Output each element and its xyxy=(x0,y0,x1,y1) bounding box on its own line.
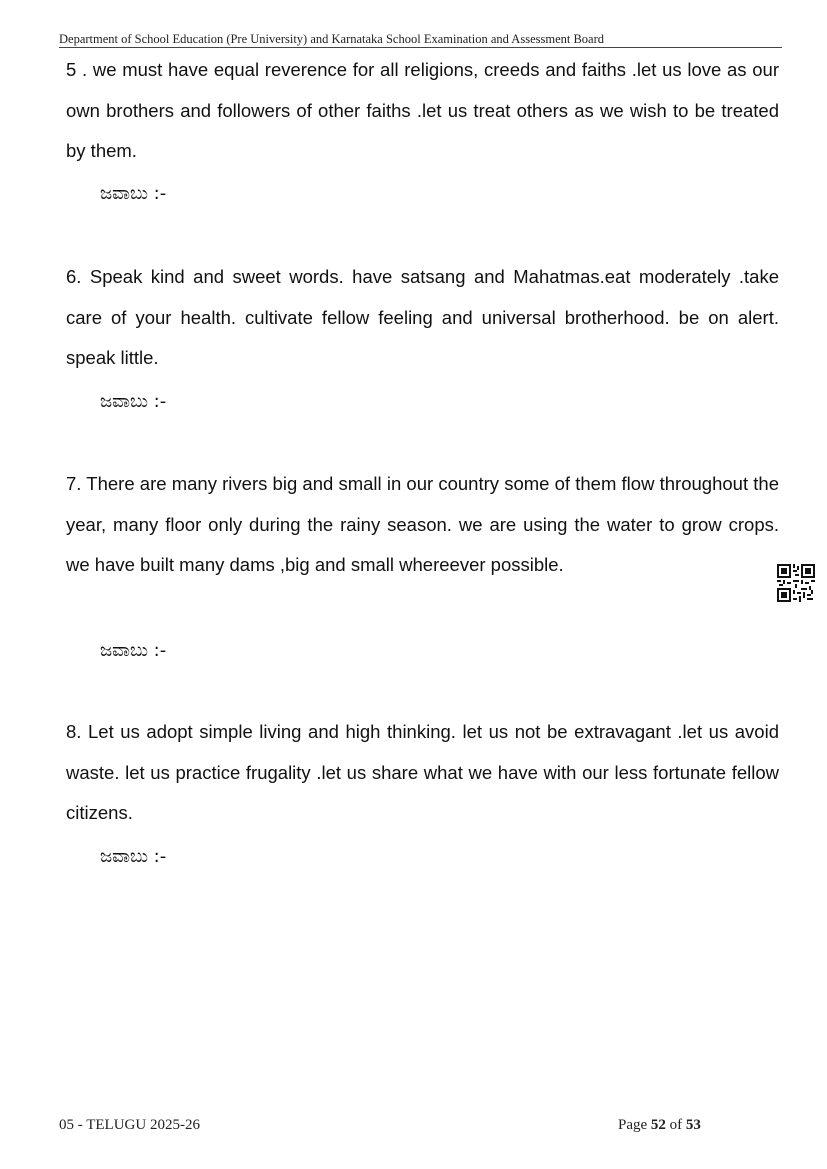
page-total: 53 xyxy=(685,1117,701,1133)
footer-subject: 05 - TELUGU 2025-26 xyxy=(59,1117,200,1133)
answer-label-5: ಜವಾಬು :- xyxy=(100,183,167,204)
qr-code-icon xyxy=(777,564,815,602)
question-6: 6. Speak kind and sweet words. have satsang and Mahatmas.eat moderately .take care of your health. cultivate fellow feeling and universal brotherhood. be on alert. speak little. xyxy=(66,266,779,368)
answer-label-7: ಜವಾಬು :- xyxy=(100,640,167,661)
question-7: 7. There are many rivers big and small in our country some of them flow throughout the year, many floor only during the rainy season. we are using the water to grow crops. we have built many dams ,big and small whereever possible. xyxy=(66,473,779,575)
answer-label-8: ಜವಾಬು :- xyxy=(100,846,167,867)
page-of: of xyxy=(669,1117,683,1133)
question-8: 8. Let us adopt simple living and high thinking. let us not be extravagant .let us avoid waste. let us practice frugality .let us share what we have with our less fortunate fellow citizens. xyxy=(66,721,779,823)
header-divider xyxy=(59,47,782,48)
page-current: 52 xyxy=(650,1117,666,1133)
question-5: 5 . we must have equal reverence for all religions, creeds and faiths .let us love as our own brothers and followers of other faiths .let us treat others as we wish to be treated by them. xyxy=(66,59,779,161)
page-header: Department of School Education (Pre University) and Karnataka School Examination and Assessment Board xyxy=(59,32,605,46)
page-number xyxy=(618,1115,701,1135)
page-prefix: Page xyxy=(618,1117,648,1133)
answer-label-6: ಜವಾಬು :- xyxy=(100,391,167,412)
